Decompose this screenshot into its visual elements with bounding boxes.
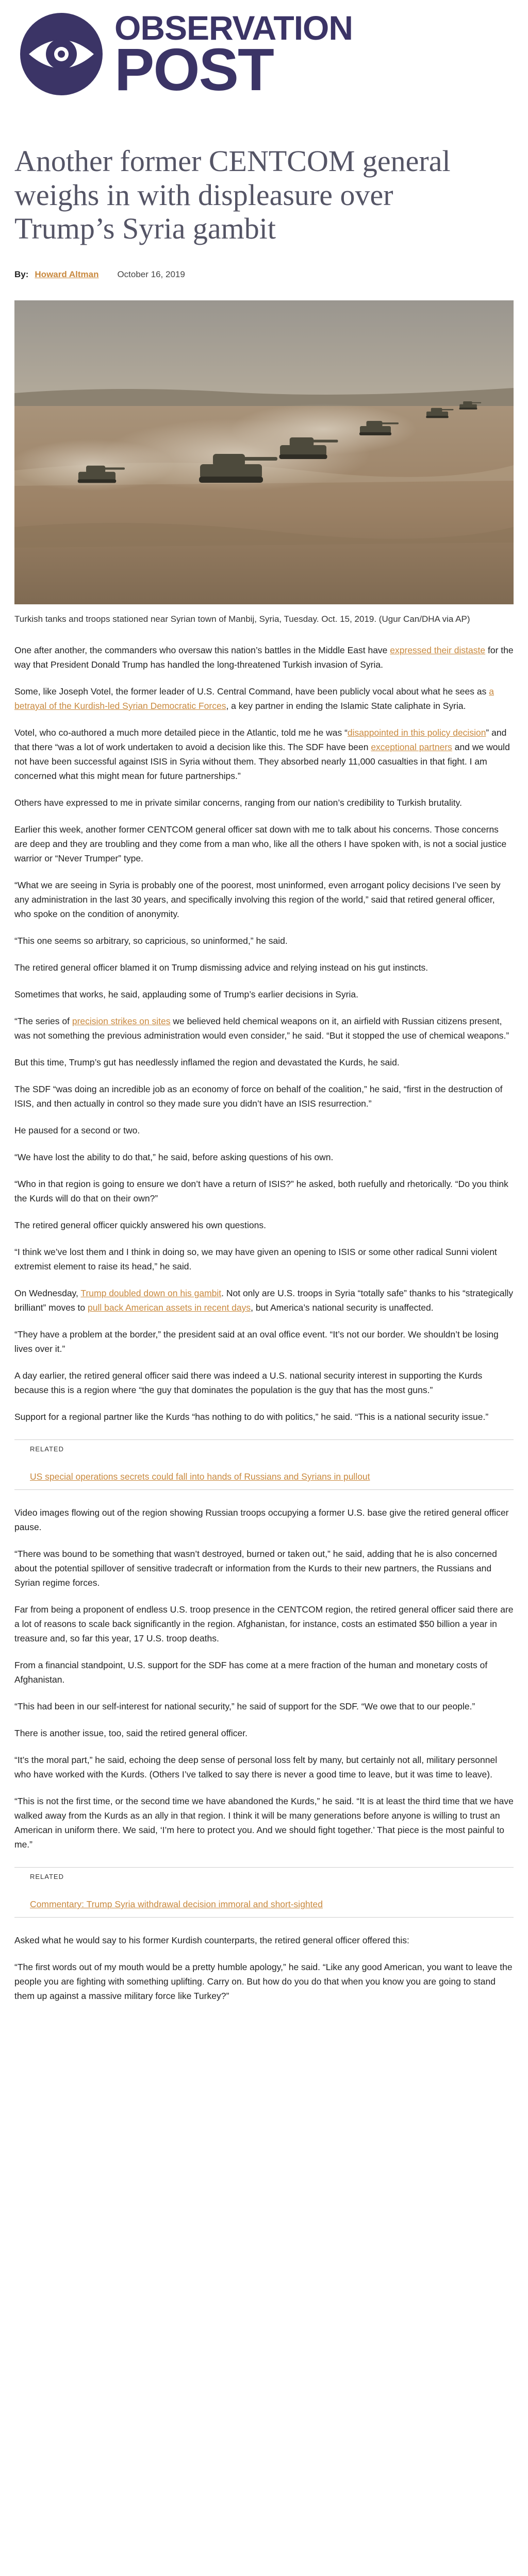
paragraph: Sometimes that works, he said, applauding some of Trump’s earlier decisions in Syria. [14, 989, 358, 1000]
paragraph: “What we are seeing in Syria is probably one of the poorest, most uninformed, even arrogant policy decisions I’ve seen by any administration in the last 30 years, and specifically involving this region of the world,” said that retired general officer, who spoke on the condition of anonymity. [14, 880, 501, 920]
paragraph: “We have lost the ability to do that,” he said, before asking questions of his own. [14, 1152, 334, 1163]
paragraph: “This is not the first time, or the second time we have abandoned the Kurds,” he said. “It is at least the third time that we have walked away from the Kurds as an ally in that region. I think it will be many generations before anyone is willing to trust an American in uniform there. We said, ‘I’m here to protect you. And we should fight together.’ That piece is the most painful to me.” [14, 1796, 514, 1850]
paragraph: The retired general officer blamed it on Trump dismissing advice and relying instead on his gut instincts. [14, 962, 428, 973]
paragraph: “Who in that region is going to ensure we don’t have a return of ISIS?” he asked, both ruefully and rhetorically. “Do you think the Kurds will do that on their own?” [14, 1179, 508, 1204]
paragraph [14, 684, 514, 713]
inline-link[interactable]: exceptional partners [371, 742, 452, 753]
inline-link[interactable]: expressed their distaste [390, 645, 486, 656]
text: , a key partner in ending the Islamic State caliphate in Syria. [226, 701, 466, 711]
text: On Wednesday, [14, 1288, 81, 1299]
logo-eye-icon[interactable] [18, 10, 105, 98]
article-photo [14, 300, 514, 604]
paragraph: Earlier this week, another former CENTCOM general officer sat down with me to talk about his concerns. Those concerns are deep and they are troubling and they come from a man who, like all the others I have spoken with, is not a social justice warrior or “Never Trumper” type. [14, 824, 507, 864]
paragraph: Far from being a proponent of endless U.S. troop presence in the CENTCOM region, the retired general officer said there are a lot of reasons to scale back significantly in the region. Afghanistan, for instance, costs an estimated $50 billion a year in treasure and, so far this year, 17 U.S. troop deaths. [14, 1604, 514, 1644]
author-link[interactable]: Howard Altman [35, 269, 99, 279]
paragraph: “This had been in our self-interest for national security,” he said of support for the SDF. “We owe that to our people.” [14, 1701, 475, 1712]
photo-caption: Turkish tanks and troops stationed near Syrian town of Manbij, Syria, Tuesday. Oct. 15, 2019. (Ugur Can/DHA via AP) [14, 614, 470, 624]
text: , but America’s national security is unaffected. [251, 1302, 434, 1313]
text: ” and that there “was a lot of work undertaken to avoid a decision like this. The SDF have been [14, 727, 507, 753]
paragraph: “I think we’ve lost them and I think in doing so, we may have given an opening to ISIS or some other radical Sunni violent extremist element to raise its head,” he said. [14, 1247, 497, 1272]
inline-link[interactable]: Trump doubled down on his gambit [80, 1288, 222, 1299]
text: . Not only are U.S. troops in Syria “totally safe” thanks to his “strategically brilliant” moves to [14, 1288, 514, 1313]
paragraph: Others have expressed to me in private similar concerns, ranging from our nation’s credibility to Turkish brutality. [14, 798, 462, 808]
related-item [14, 1899, 514, 1918]
paragraph: A day earlier, the retired general officer said there was indeed a U.S. national security interest in supporting the Kurds because this is a region where “the guy that dominates the population is the guy that has the most guns.” [14, 1370, 483, 1396]
logo-word-top: OBSERVATION [114, 8, 353, 47]
byline [14, 269, 514, 280]
related-box [14, 1867, 514, 1918]
paragraph: He paused for a second or two. [14, 1125, 140, 1136]
text: “The series of [14, 1016, 72, 1027]
paragraph: Asked what he would say to his former Kurdish counterparts, the retired general officer offered this: [14, 1935, 409, 1946]
masthead [14, 0, 514, 108]
paragraph: From a financial standpoint, U.S. support for the SDF has come at a mere fraction of the human and monetary costs of Afghanistan. [14, 1660, 488, 1685]
paragraph [14, 725, 514, 783]
related-item [14, 1471, 514, 1490]
paragraph: The retired general officer quickly answered his own questions. [14, 1220, 266, 1231]
logo-wordmark[interactable] [114, 8, 353, 103]
related-link[interactable]: US special operations secrets could fall into hands of Russians and Syrians in pullout [30, 1471, 370, 1482]
logo-word-bottom: POST [114, 36, 273, 103]
text: One after another, the commanders who oversaw this nation’s battles in the Middle East have [14, 645, 390, 656]
article-body [14, 643, 514, 2003]
related-link[interactable]: Commentary: Trump Syria withdrawal decision immoral and short-sighted [30, 1899, 323, 1910]
inline-link[interactable]: pull back American assets in recent days [88, 1302, 251, 1313]
paragraph: “This one seems so arbitrary, so capricious, so uninformed,” he said. [14, 936, 288, 946]
paragraph: “The first words out of my mouth would be a pretty humble apology,” he said. “Like any good American, you want to leave the people you are fighting with something uplifting. Carry on. But how do you do that when you know you are going to stand them up against a massive military force like Turkey?” [14, 1962, 513, 2002]
text: Votel, who co-authored a much more detailed piece in the Atlantic, told me he was “ [14, 727, 348, 738]
text: and we would not have been successful against ISIS in Syria without them. They absorbed nearly 11,000 casualties in that fight. I am concerned what this might mean for future partnerships.” [14, 742, 510, 782]
text: for the way that President Donald Trump has handled the long-threatened Turkish invasion of Syria. [14, 645, 514, 670]
inline-link[interactable]: a betrayal of the Kurdish-led Syrian Democratic Forces [14, 686, 494, 711]
inline-link[interactable]: precision strikes on sites [72, 1016, 171, 1027]
paragraph [14, 1286, 514, 1315]
paragraph: “There was bound to be something that wasn’t destroyed, burned or taken out,” he said, adding that he is also concerned about the potential spillover of sensitive tradecraft or information from the Kurds to their new partners, the Russians and Syrian regime forces. [14, 1549, 497, 1588]
paragraph: “It’s the moral part,” he said, echoing the deep sense of personal loss felt by many, but certainly not all, military personnel who have worked with the Kurds. (Others I’ve talked to say there is never a good time to leave, but it was time to leave). [14, 1755, 498, 1780]
paragraph [14, 1014, 514, 1043]
text: Some, like Joseph Votel, the former leader of U.S. Central Command, have been publicly vocal about what he sees as [14, 686, 489, 697]
paragraph: But this time, Trump’s gut has needlessly inflamed the region and devastated the Kurds, he said. [14, 1057, 400, 1068]
article-title: Another former CENTCOM general weighs in with displeasure over Trump’s Syria gambit [14, 144, 451, 246]
inline-link[interactable]: disappointed in this policy decision [347, 727, 486, 738]
paragraph: The SDF “was doing an incredible job as an economy of force on behalf of the coalition,” he said, “first in the destruction of ISIS, and then actually in control so they made sure you didn’t have an ISIS resurrection.” [14, 1084, 503, 1109]
related-box [14, 1439, 514, 1490]
related-label: RELATED [30, 1873, 64, 1881]
publish-date: October 16, 2019 [117, 269, 185, 279]
paragraph: There is another issue, too, said the retired general officer. [14, 1728, 248, 1739]
paragraph: “They have a problem at the border,” the president said at an oval office event. “It’s not our border. We shouldn’t be losing lives over it.” [14, 1329, 499, 1354]
text: we believed held chemical weapons on it, an airfield with Russian citizens present, was not something the previous administration would even consider,” he said. “But it stopped the use of chemical weapons.” [14, 1016, 509, 1041]
paragraph: Support for a regional partner like the Kurds “has nothing to do with politics,” he said. “This is a national security issue.” [14, 1412, 489, 1422]
paragraph: Video images flowing out of the region showing Russian troops occupying a former U.S. base give the retired general officer pause. [14, 1507, 509, 1533]
paragraph [14, 643, 514, 672]
related-label: RELATED [30, 1445, 64, 1453]
byline-prefix: By: [14, 269, 29, 279]
